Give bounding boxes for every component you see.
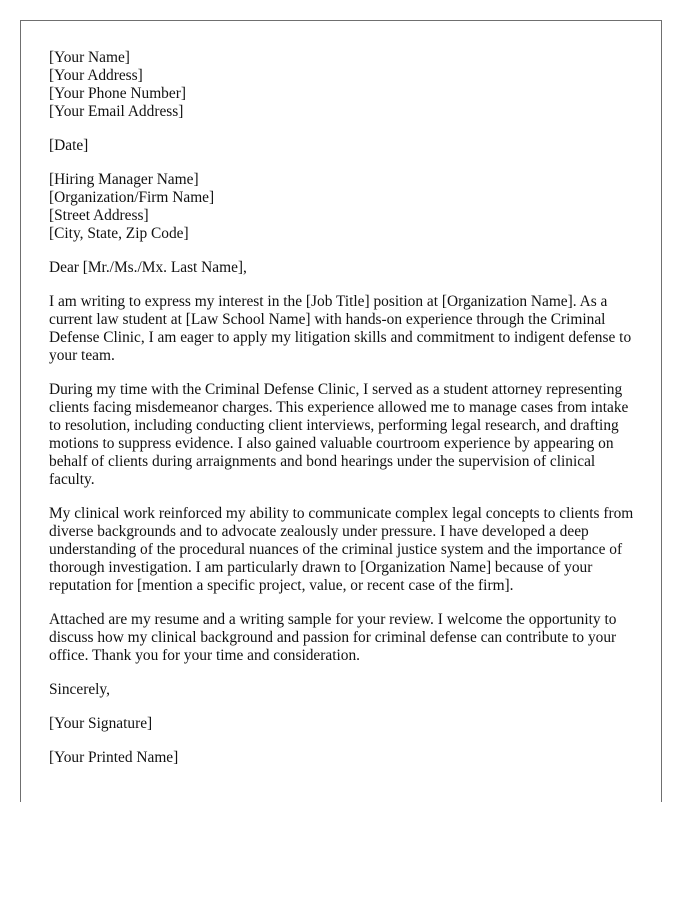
sender-name: [Your Name] [49, 49, 130, 66]
recipient-city: [City, State, Zip Code] [49, 225, 189, 242]
sender-email: [Your Email Address] [49, 103, 184, 120]
letter-date: [Date] [49, 137, 89, 154]
recipient-street: [Street Address] [49, 207, 149, 224]
body-paragraph-clinic-experience: During my time with the Criminal Defense Clinic, I served as a student attorney representing clients facing misdemeanor charges. This experience allowed me to manage cases from intake to resolution, including conducting client interviews, performing legal research, and drafting motions to suppress evidence. I also gained valuable courtroom experience by appearing on behalf of clients during arraignments and bond hearings under the supervision of clinical faculty. [49, 381, 629, 488]
signature-text: [Your Signature] [49, 715, 153, 732]
sender-address: [Your Address] [49, 67, 143, 84]
recipient-manager: [Hiring Manager Name] [49, 171, 199, 188]
letter-page [20, 20, 662, 802]
signature-block [49, 715, 641, 733]
closing-block [49, 681, 641, 699]
sender-phone: [Your Phone Number] [49, 85, 186, 102]
recipient-organization: [Organization/Firm Name] [49, 189, 215, 206]
salutation [49, 259, 641, 277]
printed-name-text: [Your Printed Name] [49, 749, 179, 766]
letter-content [49, 49, 641, 783]
printed-name-block [49, 749, 641, 767]
salutation-text: Dear [Mr./Ms./Mx. Last Name], [49, 259, 247, 276]
closing-text: Sincerely, [49, 681, 110, 698]
recipient-block [49, 171, 641, 243]
body-paragraph-intro: I am writing to express my interest in the [Job Title] position at [Organization Name]. As a current law student at [Law School Name] with hands-on experience through the Criminal Defense Clinic, I am eager to apply my litigation skills and commitment to indigent defense to your team. [49, 293, 632, 364]
date-block [49, 137, 641, 155]
body-paragraph-skills: My clinical work reinforced my ability to communicate complex legal concepts to clients from diverse backgrounds and to advocate zealously under pressure. I have developed a deep understanding of the procedural nuances of the criminal justice system and the importance of thorough investigation. I am particularly drawn to [Organization Name] because of your reputation for [mention a specific project, value, or recent case of the firm]. [49, 505, 634, 594]
body-paragraph-closing: Attached are my resume and a writing sample for your review. I welcome the opportunity to discuss how my clinical background and passion for criminal defense can contribute to your office. Thank you for your time and consideration. [49, 611, 617, 664]
sender-block [49, 49, 641, 121]
